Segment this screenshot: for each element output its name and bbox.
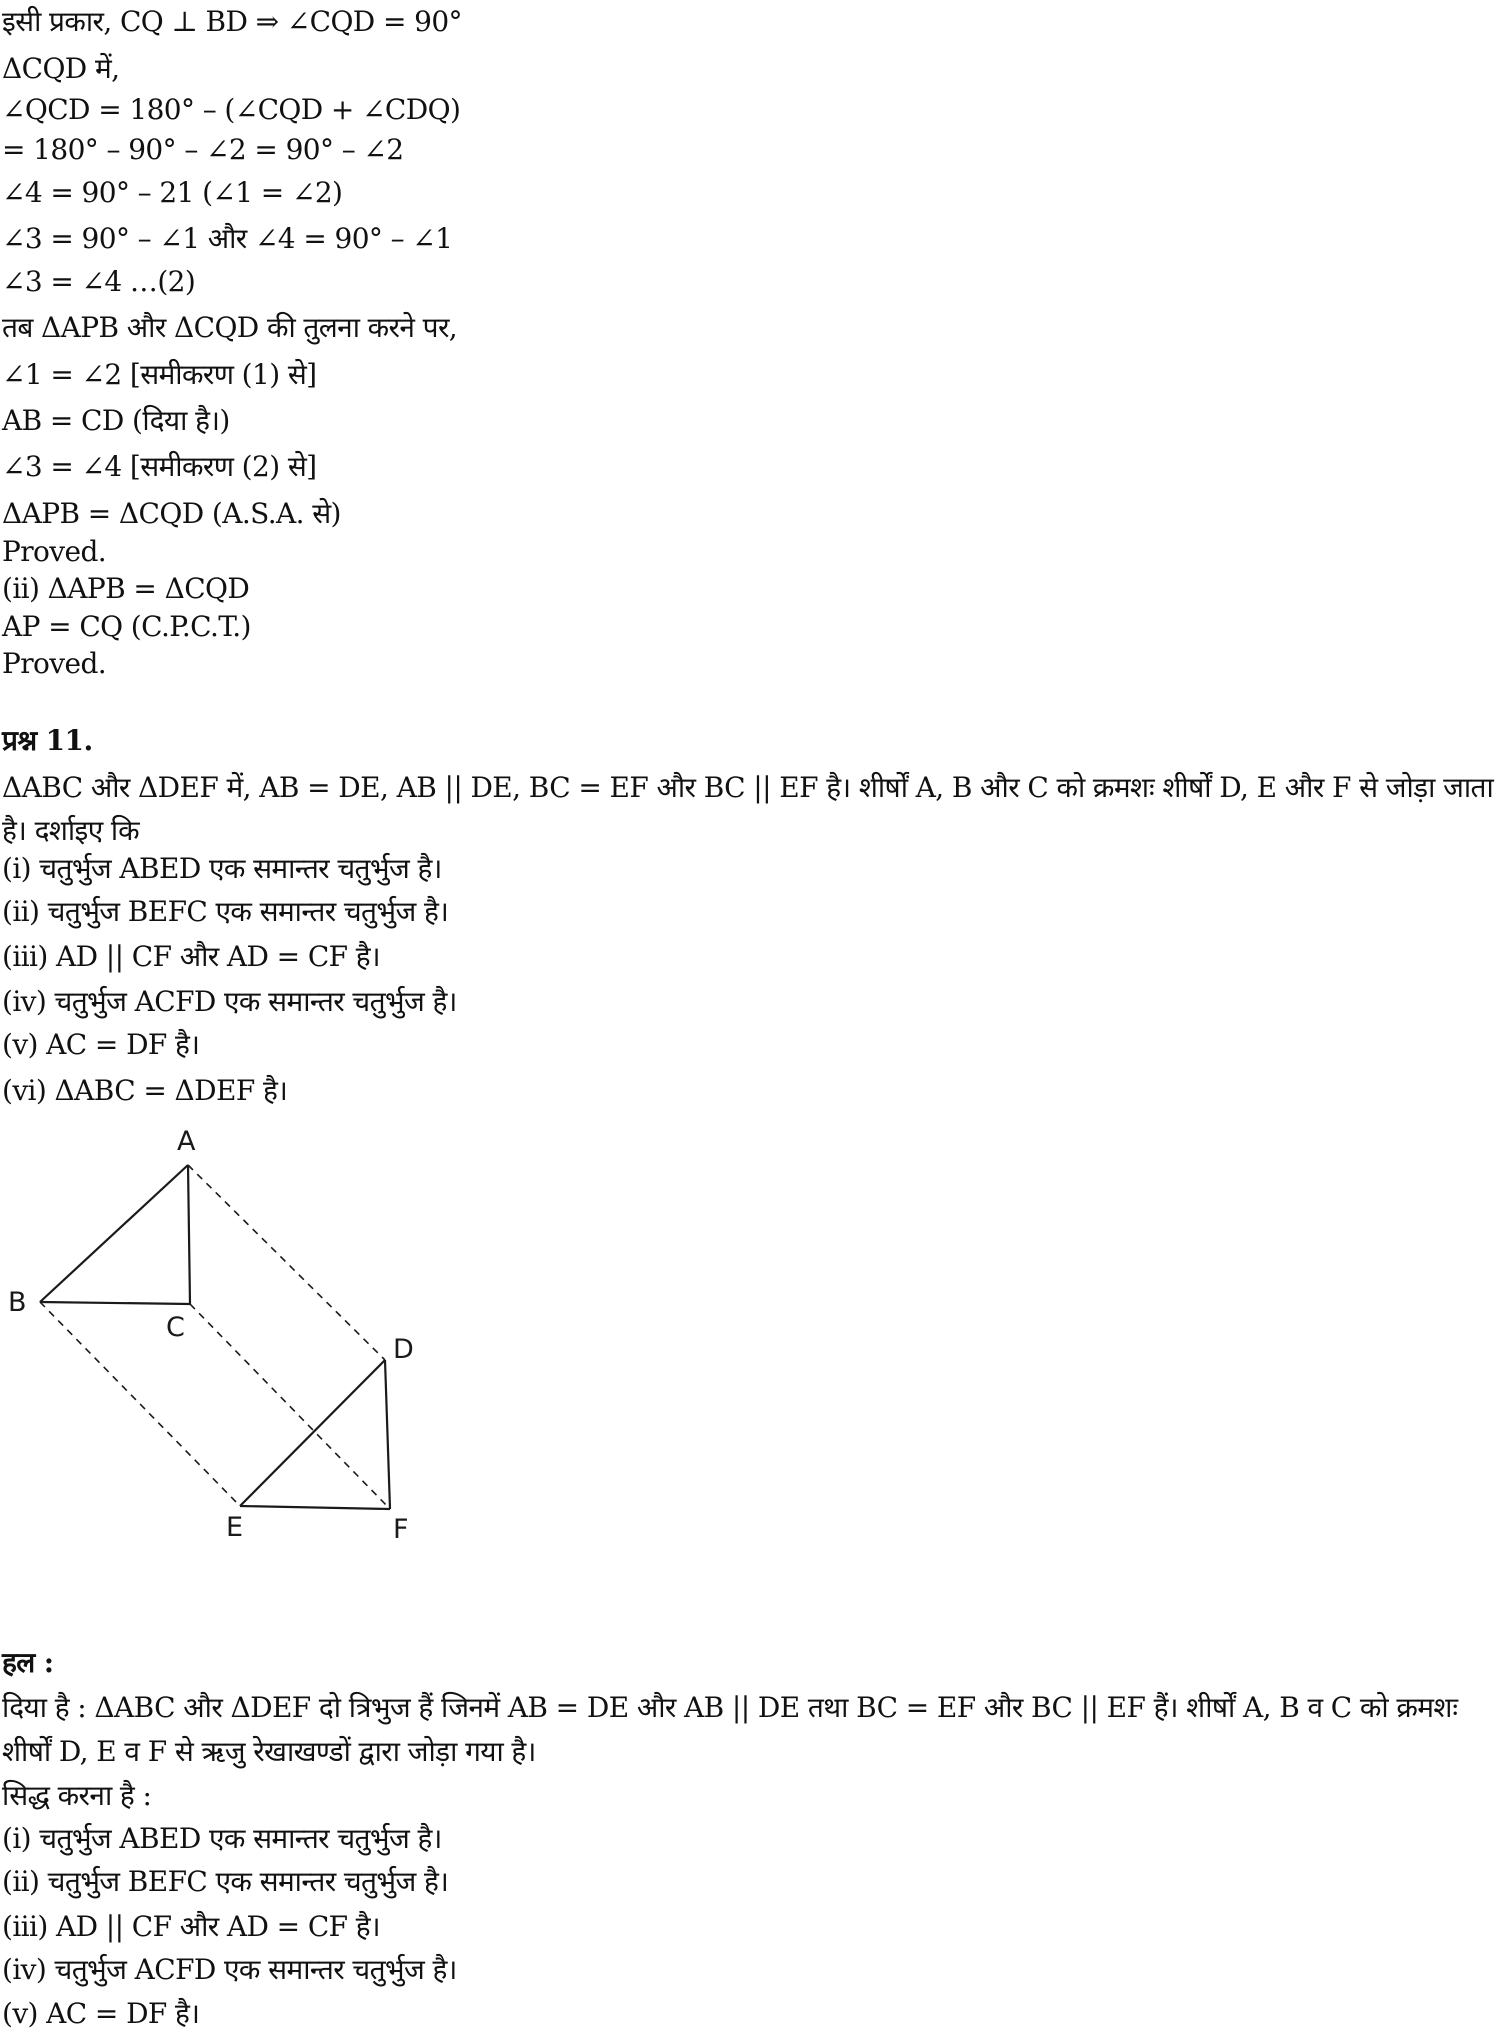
vertex-label-E: E	[226, 1512, 244, 1543]
to-prove-item: (ii) चतुर्भुज BEFC एक समान्तर चतुर्भुज है।	[2, 1865, 449, 1898]
question-part: (vi) ΔABC = ΔDEF है।	[2, 1074, 288, 1107]
to-prove-item: (v) AC = DF है।	[2, 1997, 200, 2030]
question-part: (ii) चतुर्भुज BEFC एक समान्तर चतुर्भुज है।	[2, 895, 449, 928]
solution-heading: हल :	[2, 1646, 54, 1679]
segment-DF	[385, 1360, 390, 1509]
to-prove-item: (iii) AD || CF और AD = CF है।	[2, 1910, 381, 1943]
to-prove-item: (iv) चतुर्भुज ACFD एक समान्तर चतुर्भुज है।	[2, 1953, 457, 1986]
proof-line: AB = CD (दिया है।)	[2, 404, 230, 437]
segment-BE	[40, 1302, 240, 1506]
proof-line: ΔCQD में,	[2, 52, 120, 85]
proof-line: ∠4 = 90° – 21 (∠1 = ∠2)	[2, 176, 343, 209]
segment-EF	[240, 1506, 390, 1509]
segment-AC	[188, 1165, 190, 1304]
segment-AB	[40, 1165, 188, 1302]
vertex-label-B: B	[8, 1287, 27, 1318]
question-part: (v) AC = DF है।	[2, 1028, 200, 1061]
proof-line: तब ΔAPB और ΔCQD की तुलना करने पर,	[2, 311, 458, 344]
proof-line: = 180° – 90° – ∠2 = 90° – ∠2	[2, 133, 404, 166]
proof-line: ∠3 = 90° – ∠1 और ∠4 = 90° – ∠1	[2, 222, 453, 255]
proof-line: ∠QCD = 180° – (∠CQD + ∠CDQ)	[2, 93, 461, 126]
solution-given: दिया है : ΔABC और ΔDEF दो त्रिभुज हैं जिनमें AB = DE और AB || DE तथा BC = EF और BC || EF हैं। शीर्षों A, B व C को क्रमशः शीर्षों D, E व F से ऋजु रेखाखण्डों द्वारा जोड़ा गया है।	[2, 1691, 1458, 1768]
question-heading: प्रश्न 11.	[2, 724, 93, 757]
proof-line: Proved.	[2, 535, 107, 568]
question-part: (iv) चतुर्भुज ACFD एक समान्तर चतुर्भुज है।	[2, 985, 457, 1018]
vertex-label-A: A	[177, 1126, 196, 1157]
segment-CF	[190, 1304, 390, 1509]
question-part: (i) चतुर्भुज ABED एक समान्तर चतुर्भुज है।	[2, 852, 442, 885]
geometry-figure	[0, 1118, 460, 1548]
question-statement: ΔABC और ΔDEF में, AB = DE, AB || DE, BC = EF और BC || EF है। शीर्षों A, B और C को क्रमशः शीर्षों D, E और F से जोड़ा जाता है। दर्शाइए कि	[2, 771, 1494, 847]
proof-line: Proved.	[2, 647, 107, 680]
proof-line: इसी प्रकार, CQ ⊥ BD ⇒ ∠CQD = 90°	[2, 5, 462, 38]
segment-BC	[40, 1302, 190, 1304]
proof-line: ∠1 = ∠2 [समीकरण (1) से]	[2, 358, 317, 391]
vertex-label-F: F	[393, 1514, 409, 1545]
proof-line: ΔAPB = ΔCQD (A.S.A. से)	[2, 497, 341, 530]
proof-line: (ii) ΔAPB = ΔCQD	[2, 572, 250, 605]
vertex-label-C: C	[166, 1312, 185, 1343]
question-part: (iii) AD || CF और AD = CF है।	[2, 940, 381, 973]
segment-DE	[240, 1360, 385, 1506]
proof-line: ∠3 = ∠4 …(2)	[2, 265, 196, 298]
to-prove-heading: सिद्ध करना है :	[2, 1779, 152, 1812]
proof-line: ∠3 = ∠4 [समीकरण (2) से]	[2, 450, 317, 483]
to-prove-item: (i) चतुर्भुज ABED एक समान्तर चतुर्भुज है।	[2, 1822, 442, 1855]
vertex-label-D: D	[393, 1334, 414, 1365]
proof-line: AP = CQ (C.P.C.T.)	[2, 610, 251, 643]
segment-AD	[188, 1165, 385, 1360]
